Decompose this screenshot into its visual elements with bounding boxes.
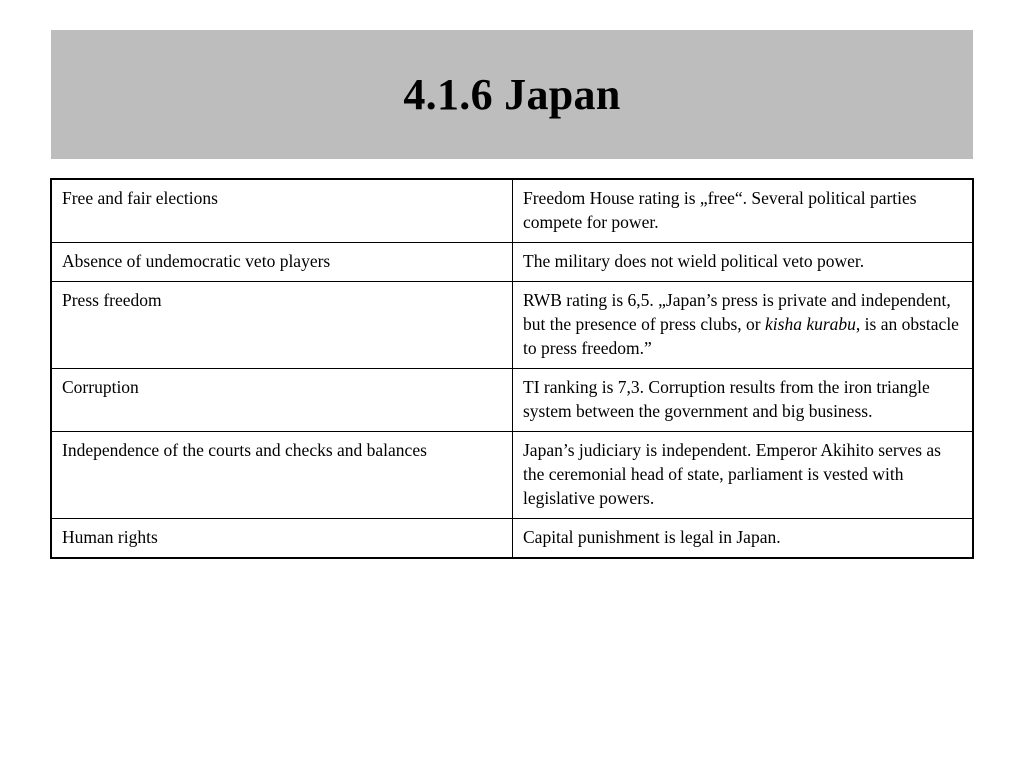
assessment-text: Capital punishment is legal in Japan. [523, 527, 781, 547]
title-banner [51, 30, 973, 159]
criterion-cell: Human rights [51, 519, 513, 559]
assessment-cell [513, 243, 974, 282]
assessment-text: The military does not wield political veto power. [523, 251, 865, 271]
assessment-text: , is an obstacle to press freedom.” [523, 314, 959, 358]
criterion-cell: Absence of undemocratic veto players [51, 243, 513, 282]
criterion-cell: Free and fair elections [51, 179, 513, 243]
assessment-italic-text: kisha kurabu [765, 314, 856, 334]
assessment-text: RWB rating is 6,5. „Japan’s press is private and independent, but the presence of press clubs, or [523, 290, 951, 334]
table-row [51, 282, 973, 369]
table-row [51, 243, 973, 282]
assessment-text: TI ranking is 7,3. Corruption results from the iron triangle system between the government and big business. [523, 377, 930, 421]
criterion-cell: Press freedom [51, 282, 513, 369]
assessment-cell [513, 519, 974, 559]
assessment-cell [513, 179, 974, 243]
criterion-cell: Independence of the courts and checks and balances [51, 432, 513, 519]
assessment-cell [513, 432, 974, 519]
assessment-cell [513, 369, 974, 432]
criterion-cell: Corruption [51, 369, 513, 432]
assessment-text: Freedom House rating is „free“. Several political parties compete for power. [523, 188, 917, 232]
table-row [51, 369, 973, 432]
assessment-text: Japan’s judiciary is independent. Emperor Akihito serves as the ceremonial head of state, parliament is vested with legislative powers. [523, 440, 941, 508]
table-row [51, 519, 973, 559]
table-body [51, 179, 973, 558]
democracy-criteria-table [50, 178, 974, 559]
slide-title: 4.1.6 Japan [403, 70, 621, 119]
assessment-cell [513, 282, 974, 369]
table-row [51, 432, 973, 519]
table-row [51, 179, 973, 243]
